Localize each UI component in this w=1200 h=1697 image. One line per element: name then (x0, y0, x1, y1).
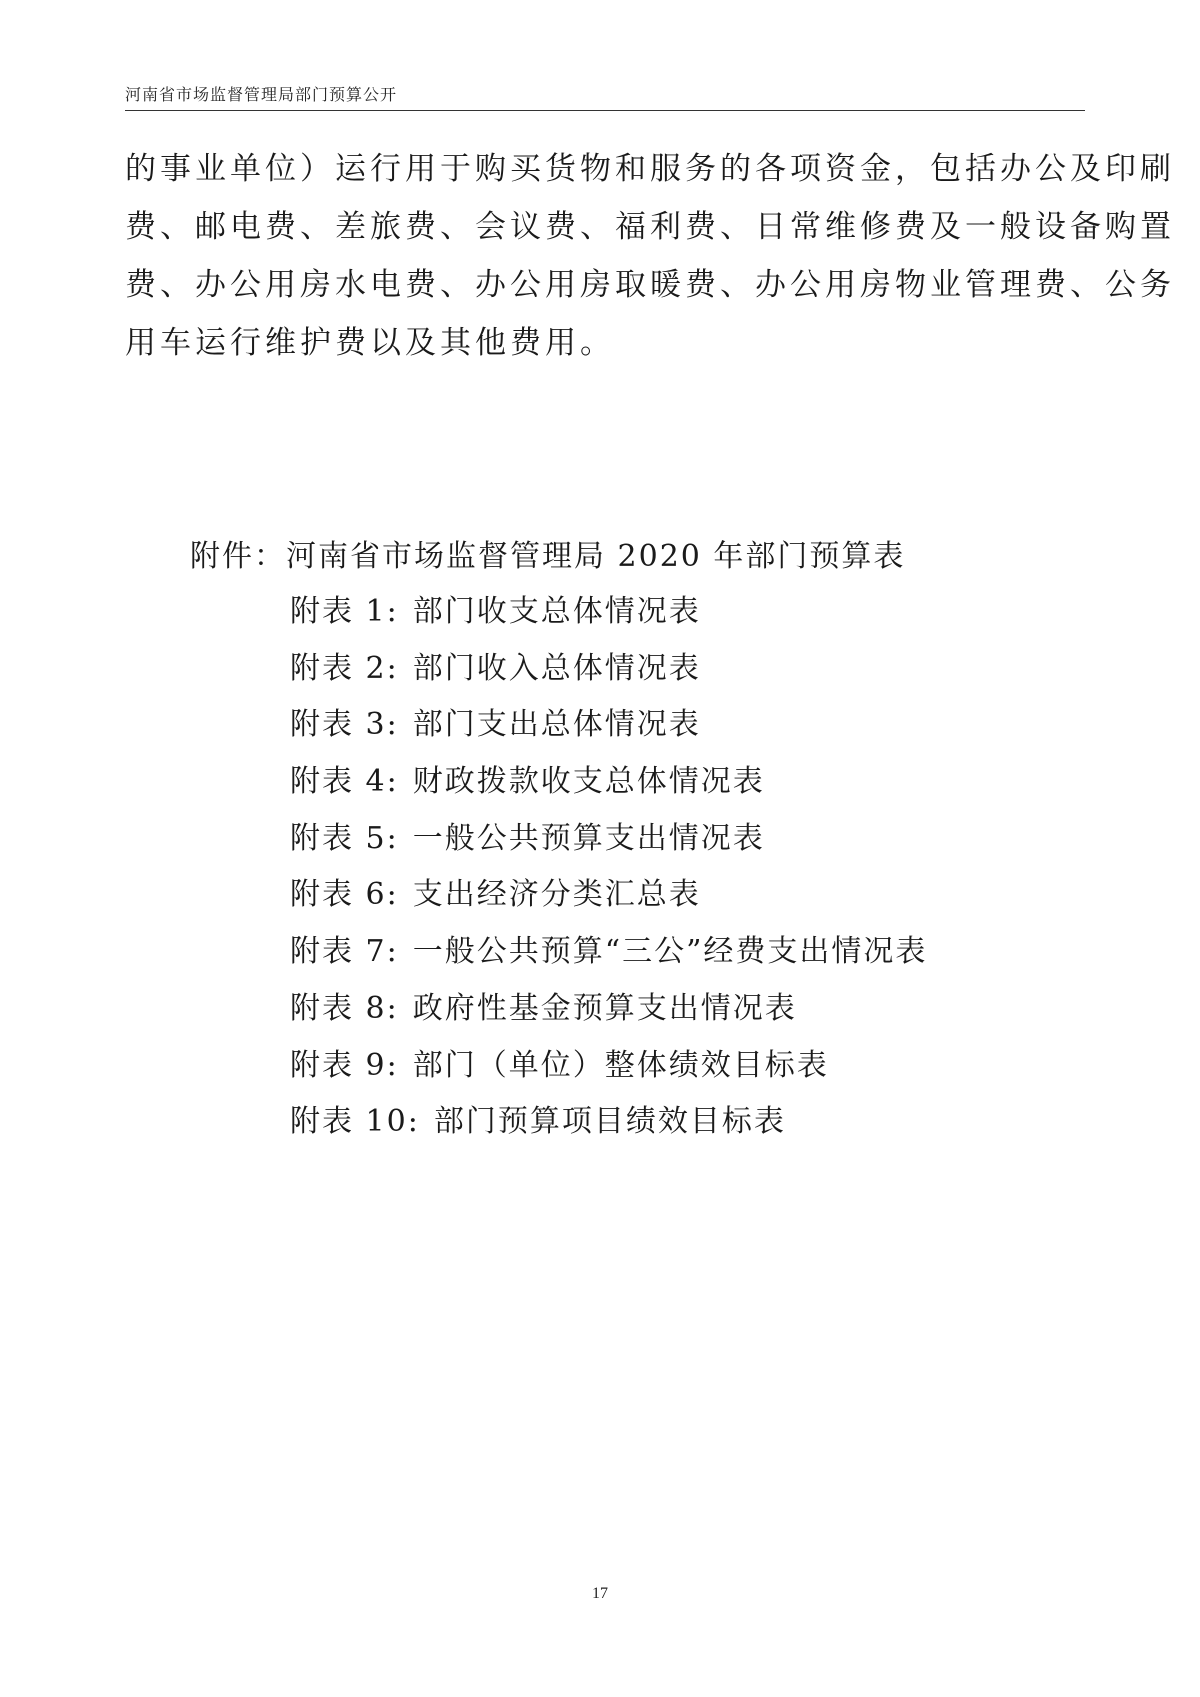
attachment-label: 附表 9: (290, 1047, 399, 1083)
attachment-text: 部门支出总体情况表 (412, 707, 701, 743)
attachments-title: 附件：河南省市场监督管理局 2020 年部门预算表 (190, 539, 906, 574)
attachment-label: 附表 10: (290, 1104, 420, 1140)
page-number: 17 (592, 1585, 608, 1602)
attachment-text: 一般公共预算支出情况表 (412, 820, 765, 856)
attachment-text: 部门收支总体情况表 (412, 594, 701, 629)
attachment-text: 部门预算项目绩效目标表 (433, 1104, 786, 1140)
attachment-text: 财政拨款收支总体情况表 (412, 764, 765, 800)
attachment-item (190, 867, 1090, 924)
body-line: 费、邮电费、差旅费、会议费、福利费、日常维修费及一般设备购置 (125, 209, 1175, 245)
attachments-section (190, 530, 1090, 1151)
attachment-label: 附表 8: (290, 990, 399, 1026)
body-paragraph (125, 140, 1175, 372)
header-title: 河南省市场监督管理局部门预算公开 (125, 85, 398, 104)
attachment-label: 附表 6: (290, 877, 399, 913)
attachment-label: 附表 7: (290, 934, 399, 970)
body-line: 费、办公用房水电费、办公用房取暖费、办公用房物业管理费、公务 (125, 267, 1175, 303)
attachment-item (190, 1094, 1090, 1151)
attachment-item (190, 811, 1090, 868)
attachment-text: 支出经济分类汇总表 (412, 877, 701, 913)
attachment-item (190, 924, 1090, 981)
attachment-item (190, 754, 1090, 811)
attachment-item (190, 641, 1090, 698)
attachment-label: 附表 3: (290, 707, 399, 743)
attachment-item (190, 1038, 1090, 1095)
body-line: 用车运行维护费以及其他费用。 (125, 325, 615, 361)
attachment-item (190, 697, 1090, 754)
attachment-label: 附表 4: (290, 764, 399, 800)
attachments-list (190, 584, 1090, 1151)
attachment-label: 附表 2: (290, 650, 399, 686)
header-divider (125, 110, 1085, 111)
attachment-item (190, 981, 1090, 1038)
body-line: 的事业单位）运行用于购买货物和服务的各项资金，包括办公及印刷 (125, 151, 1175, 187)
attachment-text: 一般公共预算“三公”经费支出情况表 (412, 934, 928, 970)
attachment-text: 政府性基金预算支出情况表 (412, 990, 797, 1026)
attachment-text: 部门收入总体情况表 (412, 650, 701, 686)
attachment-item (190, 584, 1090, 641)
attachment-text: 部门（单位）整体绩效目标表 (412, 1047, 829, 1083)
attachment-label: 附表 5: (290, 820, 399, 856)
page-header (125, 84, 1085, 111)
attachment-label: 附表 1: (290, 594, 399, 629)
